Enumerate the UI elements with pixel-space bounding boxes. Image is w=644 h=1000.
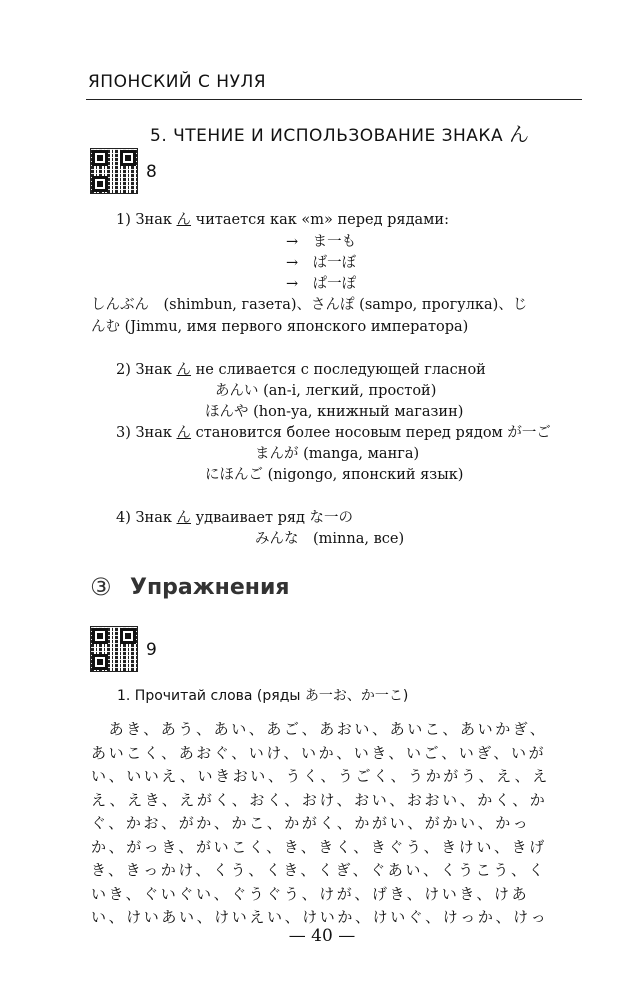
word-line: か、がっき、がいこく、き、きく、きぐう、きけい、きげ: [91, 838, 547, 856]
rule-3-suffix: становится более носовым перед рядом が一ご: [191, 425, 551, 441]
page-number: — 40 —: [288, 926, 356, 946]
section-title-kana: ん: [509, 122, 530, 146]
task-1-label: 1. Прочитай слова (ряды あ一お、か一こ): [117, 688, 409, 704]
rule-1-suffix: читается как «m» перед рядами:: [191, 212, 449, 228]
rule-3-prefix: 3) Знак: [116, 425, 177, 441]
qr-code-icon[interactable]: [90, 626, 138, 672]
rule-1-example-line2: んむ (Jimmu, имя первого японского императора): [91, 319, 469, 335]
header-divider: [86, 99, 582, 100]
running-header: ЯПОНСКИЙ С НУЛЯ: [88, 72, 267, 92]
rule-3-example-2: にほんご (nigongo, японский язык): [205, 467, 464, 483]
rule-3-example-1: まんが (manga, манга): [255, 446, 420, 462]
rule-1-row-ma: → ま一も: [286, 234, 357, 250]
rule-2-prefix: 2) Знак: [116, 362, 177, 378]
section-title: [150, 118, 530, 147]
rule-2-example-1: あんい (an-i, легкий, простой): [215, 383, 437, 399]
word-line: い、けいあい、けいえい、けいか、けいぐ、けっか、けっ: [91, 908, 549, 926]
rule-1-row-ba: → ば一ぼ: [286, 255, 357, 271]
word-line: い、いいえ、いきおい、うく、うごく、うかがう、え、え: [91, 767, 550, 785]
rule-2-kana: ん: [176, 362, 192, 378]
rule-2-intro: [116, 358, 486, 379]
rule-1-prefix: 1) Знак: [116, 212, 177, 228]
word-line: ぐ、かお、がか、かこ、かがく、かがい、がかい、かっ: [91, 814, 531, 832]
rule-4-suffix: удваивает ряд な一の: [191, 510, 354, 526]
rule-1-example-line1: しんぶん (shimbun, газета)、さんぽ (sampo, прогулка)、じ: [91, 297, 528, 313]
audio-track-number: 9: [146, 640, 157, 660]
rule-4-prefix: 4) Знак: [116, 510, 177, 526]
section-title-text: 5. ЧТЕНИЕ И ИСПОЛЬЗОВАНИЕ ЗНАКА: [150, 126, 504, 146]
rule-1-row-pa: → ぱ一ぽ: [286, 276, 357, 292]
qr-code-icon[interactable]: [90, 148, 138, 194]
rule-3-intro: [116, 421, 551, 442]
rule-2-suffix: не сливается с последующей гласной: [191, 362, 486, 378]
rule-4-kana: ん: [176, 510, 192, 526]
exercises-number-icon: ③: [90, 573, 112, 601]
rule-4-example-1: みんな (minna, все): [255, 531, 405, 547]
word-line: き、きっかけ、くう、くき、くぎ、ぐあい、くうこう、く: [91, 861, 547, 879]
word-line: あいこく、あおぐ、いけ、いか、いき、いご、いぎ、いが: [91, 744, 547, 762]
rule-3-kana: ん: [176, 425, 192, 441]
audio-track-number: 8: [146, 162, 157, 182]
word-line: いき、ぐいぐい、ぐうぐう、けが、げき、けいき、けあ: [91, 885, 530, 903]
rule-4-intro: [116, 506, 353, 527]
rule-1-kana: ん: [176, 212, 192, 228]
word-line: え、えき、えがく、おく、おけ、おい、おおい、かく、か: [91, 791, 548, 809]
rule-2-example-2: ほんや (hon-ya, книжный магазин): [205, 404, 464, 420]
word-line: あき、あう、あい、あご、あおい、あいこ、あいかぎ、: [91, 720, 548, 738]
exercises-title: Упражнения: [130, 575, 290, 600]
rule-1-intro: [116, 208, 449, 229]
